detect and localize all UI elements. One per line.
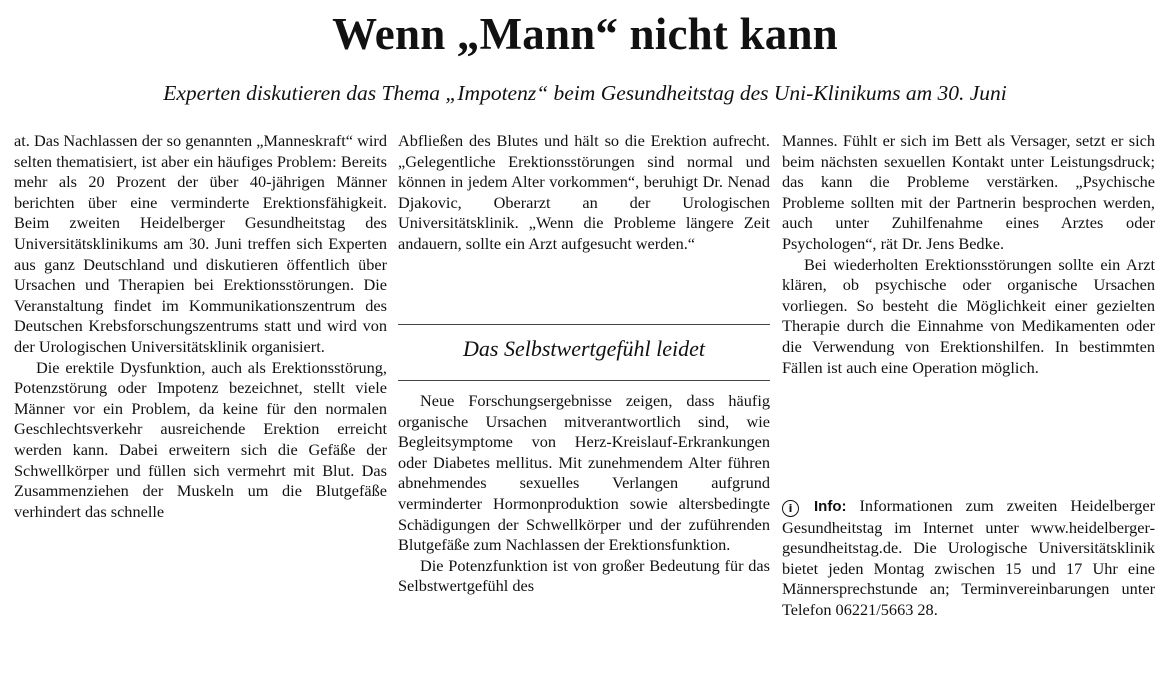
- section-divider-top: [398, 324, 770, 325]
- info-text: Informationen zum zweiten Heidelberger Gesundheitstag im Internet unter www.heidelberger-gesundheitstag.de. Die Urologische Universitätsklinik bietet jeden Montag zwischen 15 und 17 Uhr eine Männersprechstunde an; Terminvereinbarungen unter Telefon 06221/5663 28.: [782, 496, 1155, 619]
- body-paragraph: Neue Forschungsergebnisse zeigen, dass häufig organische Ursachen mitverantwortlich sind, wie Begleitsymptome von Herz-Kreislauf-Erkrankungen oder Diabetes mellitus. Mit zunehmendem Alter führen abnehmendes sexuelles Verlangen aufgrund verminderter Hormonproduktion sowie altersbedingte Schädigungen der Schwellkörper und der zuführenden Blutgefäße zum Nachlassen der Erektionsfunktion.: [398, 391, 770, 555]
- section-divider-bottom: [398, 380, 770, 381]
- info-icon: i: [782, 500, 799, 517]
- info-label: Info:: [814, 498, 847, 515]
- headline: Wenn „Mann“ nicht kann: [332, 9, 838, 59]
- subsection-title: Das Selbstwertgefühl leidet: [463, 336, 705, 361]
- subheadline: Experten diskutieren das Thema „Impotenz“ beim Gesundheitstag des Uni-Klinikums am 30. Juni: [163, 81, 1007, 105]
- info-box: [782, 496, 1155, 621]
- article-column-2: [398, 131, 770, 255]
- body-paragraph: at. Das Nachlassen der so genannten „Manneskraft“ wird selten thematisiert, ist aber ein häufiges Problem: Bereits mehr als 20 Prozent der über 40-jährigen Männer berichten über eine verminderte Erektionsfähigkeit. Beim zweiten Heidelberger Gesundheitstag des Universitätsklinikums am 30. Juni treffen sich Experten aus ganz Deutschland und diskutieren öffentlich über Ursachen und Therapien bei Erektionsstörungen. Die Veranstaltung findet im Kommunikationszentrum des Deutschen Krebsforschungszentrums statt und wird von der Urologischen Universitätsklinik organisiert.: [14, 131, 387, 356]
- article-column-1: [14, 131, 387, 522]
- info-paragraph: [782, 496, 1155, 621]
- article-column-2-continued: [398, 391, 770, 597]
- body-paragraph: Mannes. Fühlt er sich im Bett als Versager, setzt er sich beim nächsten sexuellen Kontakt unter Leistungsdruck; das kann die Probleme verstärken. „Psychische Probleme sollten mit der Partnerin besprochen werden, auch unter Zuhilfenahme eines Arztes oder Psychologen“, rät Dr. Jens Bedke.: [782, 131, 1155, 253]
- body-paragraph: Abfließen des Blutes und hält so die Erektion aufrecht. „Gelegentliche Erektionsstörungen sind normal und können in jedem Alter vorkommen“, beruhigt Dr. Nenad Djakovic, Oberarzt an der Urologischen Universitätsklinik. „Wenn die Probleme längere Zeit andauern, sollte ein Arzt aufgesucht werden.“: [398, 131, 770, 253]
- body-paragraph: Die Potenzfunktion ist von großer Bedeutung für das Selbstwertgefühl des: [398, 555, 770, 596]
- body-paragraph: Bei wiederholten Erektionsstörungen sollte ein Arzt klären, ob psychische oder organische Ursachen vorliegen. So besteht die Möglichkeit einer gezielten Therapie durch die Einnahme von Medikamenten oder die Verwendung von Erektionshilfen. In bestimmten Fällen ist auch eine Operation möglich.: [782, 254, 1155, 377]
- article-column-3: [782, 131, 1155, 378]
- body-paragraph: Die erektile Dysfunktion, auch als Erektionsstörung, Potenzstörung oder Impotenz bezeichnet, stellt viele Männer vor ein Problem, da keine für den normalen Geschlechtsverkehr ausreichende Erektion erreicht werden kann. Dabei erweitern sich die Gefäße der Schwellkörper und füllen sich vermehrt mit Blut. Das Zusammenziehen der Muskeln um die Blutgefäße verhindert das schnelle: [14, 357, 387, 521]
